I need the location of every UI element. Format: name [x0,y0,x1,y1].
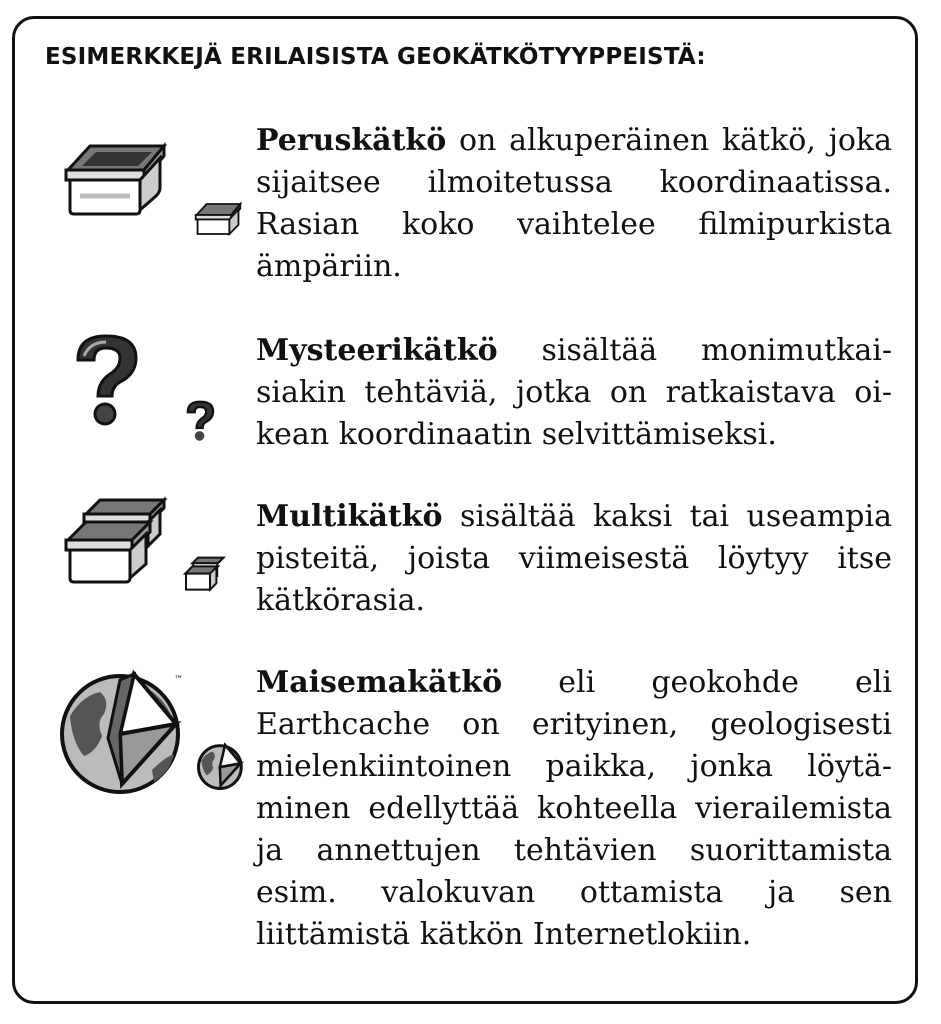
traditional-cache-icon [60,140,170,218]
mystery-cache-icon [68,332,144,428]
entry-name: Multikätkö [256,499,443,534]
entry-text: sisältää monimutkaisiakin tehtäviä, jotka on ratkaistava oikean koordinaatin selvittämiseksi. [256,333,892,452]
traditional-cache-small-icon [193,200,243,238]
trademark-symbol: ™ [174,675,183,685]
mystery-cache-small-icon [183,400,217,442]
entry-multi [256,496,892,622]
entry-earthcache [256,662,892,956]
entry-mystery [256,330,892,456]
entry-name: Mysteerikätkö [256,333,498,368]
multi-cache-icon [60,496,170,586]
entry-text: on alkuperäinen kätkö, joka sijaitsee ilmoitetussa koordinaatissa. Rasian koko vaihtelee filmipurkista ämpäriin. [256,123,892,284]
entry-name: Peruskätkö [256,123,447,158]
entry-name: Maisemakätkö [256,665,503,700]
entry-text: sisältää kaksi tai useampia pisteitä, joista viimeisestä löytyy itse kätkörasia. [256,499,892,618]
earthcache-small-icon [196,742,246,790]
entry-text: eli geokohde eli Earthcache on erityinen, geologisesti mielenkiintoinen paikka, jonka löytäminen edellyttää kohteella vierailemista ja annettujen tehtävien suorittamista esim. valokuvan ottamista ja sen liittämistä kätkön Internetlokiin. [256,665,892,952]
multi-cache-small-icon [182,556,226,592]
page-title: ESIMERKKEJÄ ERILAISISTA GEOKÄTKÖTYYPPEISTÄ: [45,44,706,70]
earthcache-icon [56,666,190,796]
entry-traditional [256,120,892,288]
